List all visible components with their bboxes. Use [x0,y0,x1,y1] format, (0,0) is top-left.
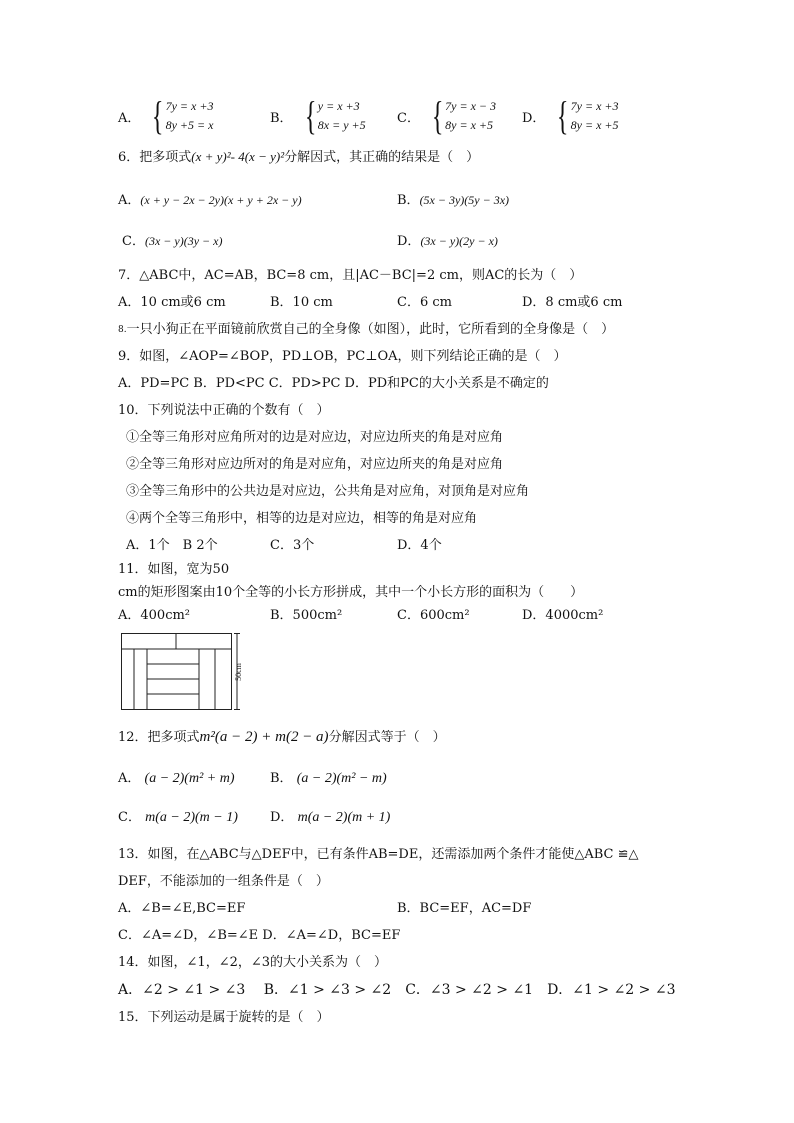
q7-stem: 7．△ABC中，AC=AB，BC=8 cm，且|AC－BC|=2 cm，则AC的长为（ ） [118,268,583,283]
q7-option-b: B．10 cm [270,295,333,310]
equation: y = x +3 [317,99,360,113]
q10-options-ab: A．1个 B 2个 [126,538,218,553]
equation: 7y = x +3 [570,99,619,113]
q7-option-c: C．6 cm [397,295,452,310]
option-label: C． [397,110,420,126]
q7-option-a: A．10 cm或6 cm [118,295,226,310]
q5-option-a: A． { 7y = x +3 8y +5 = x [118,93,214,138]
q10-option-d: D．4个 [397,538,442,553]
q12-option-d: D． m(a − 2)(m + 1) [270,810,391,825]
q13-option-b: B．BC=EF，AC=DF [397,901,532,916]
q13-stem-line1: 13．如图，在△ABC与△DEF中，已有条件AB=DE，还需添加两个条件才能使△ABC ≌△ [118,847,639,862]
q10-statement: ③全等三角形中的公共边是对应边，公共角是对应角，对顶角是对应角 [126,484,530,499]
q10-statement: ④两个全等三角形中，相等的边是对应边，相等的角是对应角 [126,511,478,526]
q5-option-d: D． { 7y = x +3 8y = x +5 [522,93,619,138]
q13-option-a: A．∠B=∠E,BC=EF [118,901,246,916]
q11-rectangle-figure [121,633,245,711]
q6-option-b: B．(5x − 3y)(5y − 3x) [397,193,510,208]
q15-stem: 15．下列运动是属于旋转的是（ ） [118,1010,330,1025]
q6-expression: (x + y)²- 4(x − y)² [191,149,285,164]
equation: 8x = y +5 [317,118,366,132]
q9-stem: 9．如图，∠AOP=∠BOP，PD⊥OB，PC⊥OA，则下列结论正确的是（ ） [118,349,567,364]
q14-options: A．∠2 > ∠1 > ∠3 B．∠1 > ∠3 > ∠2 C．∠3 > ∠2 > ∠1 D．∠1 > ∠2 > ∠3 [118,982,676,998]
q10-stem: 10．下列说法中正确的个数有（ ） [118,403,330,418]
q7-option-d: D．8 cm或6 cm [522,295,623,310]
q6-option-c: C．(3x − y)(3y − x) [122,234,223,249]
q8-number: 8. [118,325,127,335]
q12-expression: m²(a − 2) + m(2 − a) [199,729,329,745]
q12-option-a: A． (a − 2)(m² + m) [118,771,235,786]
q11-option-c: C．600cm² [397,608,470,623]
q10-option-c: C．3个 [270,538,315,553]
q13-options-cd: C．∠A=∠D，∠B=∠E D．∠A=∠D，BC=EF [118,928,401,943]
q12-option-c: C． m(a − 2)(m − 1) [118,810,238,825]
q6-option-d: D．(3x − y)(2y − x) [397,234,498,249]
q8-stem: $^{8.}$一只小狗正在平面镜前欣赏自己的全身像（如图），此时，它所看到的全身像是（ ） [118,322,615,337]
q9-options: A．PD=PC B．PD<PC C．PD>PC D．PD和PC的大小关系是不确定的 [118,376,549,391]
q12-option-b: B． (a − 2)(m² − m) [270,771,387,786]
q11-option-b: B．500cm² [270,608,343,623]
q11-option-a: A．400cm² [118,608,191,623]
q11-stem-line2: cm的矩形图案由10个全等的小长方形拼成，其中一个小长方形的面积为（ ） [118,585,584,600]
q5-option-c: C． { 7y = x − 3 8y = x +5 [397,93,497,138]
q12-stem: 12．把多项式m²(a − 2) + m(2 − a)分解因式等于（ ） [118,729,446,745]
equation: 7y = x +3 [165,99,214,113]
option-label: A． [118,110,141,126]
equation: 7y = x − 3 [445,99,497,113]
option-label: D． [522,110,546,126]
q10-statement: ①全等三角形对应角所对的边是对应边，对应边所夹的角是对应角 [126,430,504,445]
q10-statement: ②全等三角形对应边所对的角是对应角，对应边所夹的角是对应角 [126,457,504,472]
q6-option-a: A．(x + y − 2x − 2y)(x + y + 2x − y) [118,193,302,208]
dimension-label: 50cm [234,663,243,681]
equation: 8y = x +5 [445,118,494,132]
equation: 8y = x +5 [570,118,619,132]
equation: 8y +5 = x [165,118,214,132]
q13-stem-line2: DEF，不能添加的一组条件是（ ） [118,874,329,889]
q14-stem: 14．如图，∠1，∠2，∠3的大小关系为（ ） [118,955,388,970]
option-label: B． [270,110,293,126]
q6-stem: 6．把多项式(x + y)²- 4(x − y)²分解因式，其正确的结果是（ ） [118,149,480,165]
q11-stem-line1: 11．如图，宽为50 [118,562,230,577]
q11-option-d: D．4000cm² [522,608,604,623]
q5-option-b: B． { y = x +3 8x = y +5 [270,93,366,138]
